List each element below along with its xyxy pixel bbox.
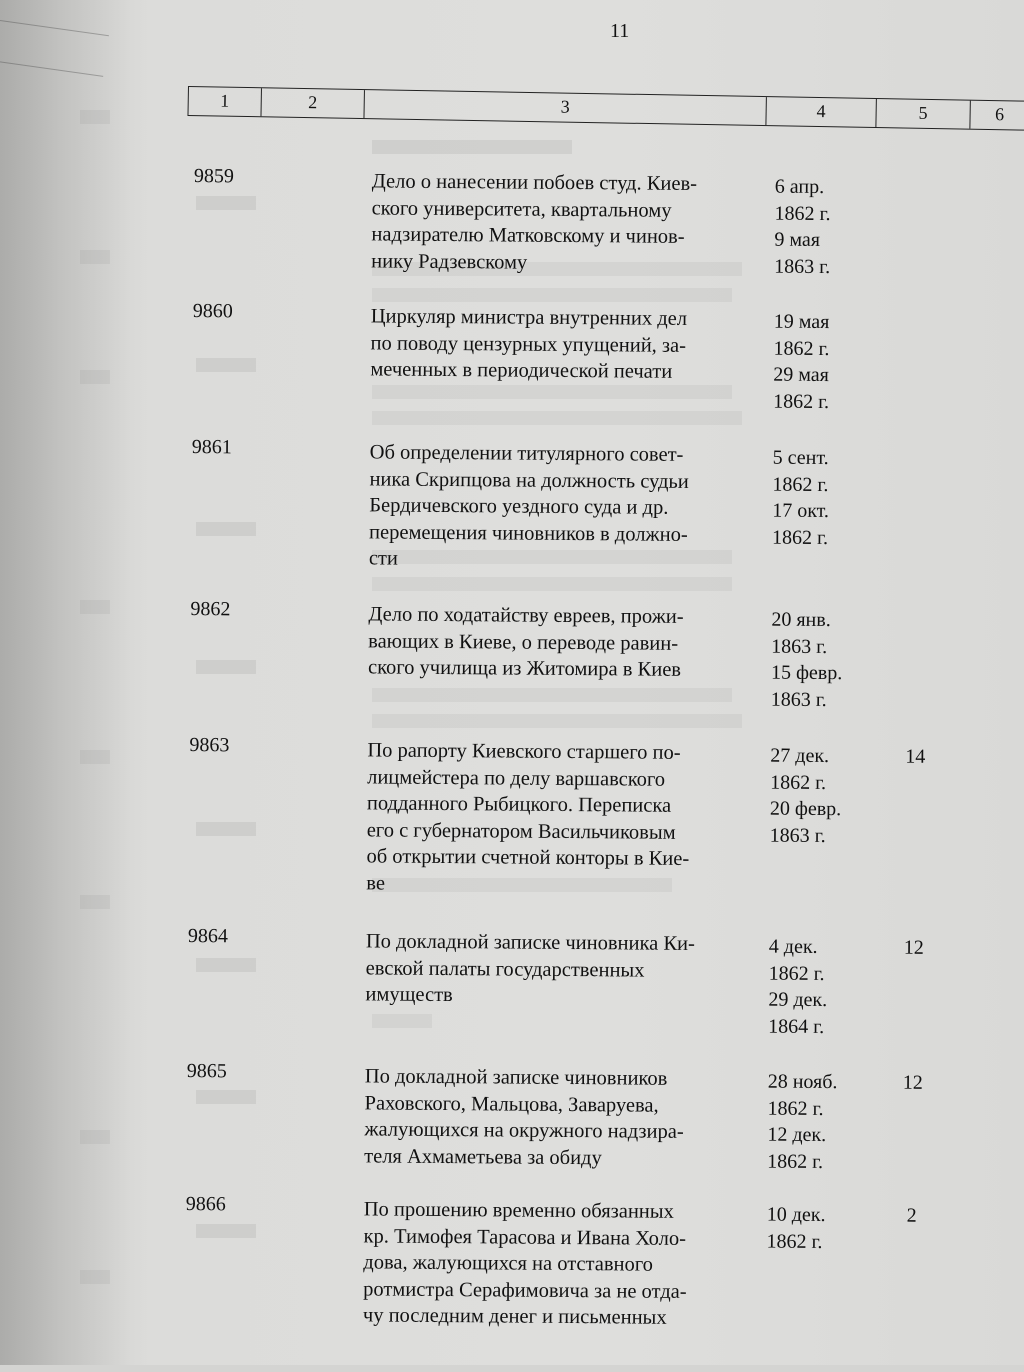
description-line: По прошению временно обязанных: [364, 1196, 744, 1225]
description-line: по поводу цензурных упущений, за-: [370, 330, 750, 359]
description-line: лицмейстера по делу варшавского: [367, 764, 747, 793]
description-line: По докладной записке чиновников: [365, 1063, 745, 1092]
record-dates: [768, 934, 869, 1041]
date-line: 1862 г.: [772, 524, 872, 551]
date-line: 29 дек.: [768, 987, 868, 1014]
description-line: имуществ: [365, 981, 745, 1010]
description-line: евской палаты государственных: [366, 955, 746, 984]
date-line: 1863 г.: [770, 822, 870, 849]
date-line: 5 сент.: [773, 445, 873, 472]
date-line: 1862 г.: [767, 1148, 867, 1175]
record-9861: [0, 434, 1022, 442]
date-line: 1862 г.: [774, 200, 874, 227]
date-line: 4 дек.: [769, 934, 869, 961]
date-line: 1863 г.: [771, 633, 871, 660]
record-pages: 2: [892, 1203, 932, 1230]
date-line: 1862 г.: [769, 960, 869, 987]
date-line: 19 мая: [774, 309, 874, 336]
date-line: 20 янв.: [771, 607, 871, 634]
date-line: 20 февр.: [770, 796, 870, 823]
record-number: 9860: [193, 300, 233, 323]
record-pages: 14: [895, 744, 935, 771]
record-dates: [773, 309, 874, 416]
description-line: жалующихся на окружного надзира-: [364, 1116, 744, 1145]
record-9866: [0, 1191, 1016, 1199]
record-dates: [771, 607, 872, 714]
description-line: надзирателю Матковскому и чинов-: [371, 221, 751, 250]
record-number: 9862: [190, 598, 230, 621]
record-9862: [0, 596, 1021, 604]
description-line: По рапорту Киевского старшего по-: [367, 737, 747, 766]
description-line: ника Скрипцова на должность судьи: [369, 466, 749, 495]
record-dates: [767, 1069, 868, 1176]
description-line: Раховского, Мальцова, Заваруева,: [364, 1090, 744, 1119]
record-9860: [0, 299, 1023, 307]
record-9863: [0, 732, 1019, 740]
record-pages: 12: [893, 1070, 933, 1097]
record-description: [364, 1063, 745, 1172]
column-header-1: 1: [188, 87, 261, 116]
description-line: чу последним денег и письменных: [363, 1302, 743, 1331]
date-line: 1862 г.: [773, 388, 873, 415]
date-line: 6 апр.: [775, 174, 875, 201]
record-dates: [770, 743, 871, 850]
date-line: 1862 г.: [772, 471, 872, 498]
date-line: 1862 г.: [766, 1228, 866, 1255]
date-line: 1862 г.: [770, 769, 870, 796]
column-header-2: 2: [261, 88, 364, 118]
description-line: перемещения чиновников в должно-: [369, 519, 749, 548]
record-9865: [0, 1058, 1017, 1066]
record-dates: [766, 1202, 866, 1256]
column-header-4: 4: [766, 97, 876, 127]
column-header-3: 3: [364, 90, 766, 125]
date-line: 1862 г.: [767, 1095, 867, 1122]
description-line: вающих в Киеве, о переводе равин-: [368, 628, 748, 657]
description-line: нику Радзевскому: [371, 248, 751, 277]
record-description: [368, 601, 749, 683]
date-line: 1862 г.: [773, 335, 873, 362]
record-description: [371, 168, 752, 277]
date-line: 15 февр.: [771, 660, 871, 687]
page-number: 11: [610, 20, 629, 43]
record-9859: [0, 164, 1024, 172]
date-line: 1864 г.: [768, 1013, 868, 1040]
record-dates: [772, 445, 873, 552]
date-line: 10 дек.: [767, 1202, 867, 1229]
date-line: 12 дек.: [767, 1122, 867, 1149]
date-line: 9 мая: [774, 227, 874, 254]
description-line: Дело по ходатайству евреев, прожи-: [368, 601, 748, 630]
description-line: ского училища из Житомира в Киев: [368, 654, 748, 683]
record-description: [365, 928, 746, 1010]
record-9864: [0, 923, 1018, 931]
description-line: сти: [369, 545, 749, 574]
description-line: кр. Тимофея Тарасова и Ивана Холо-: [363, 1223, 743, 1252]
date-line: 27 дек.: [770, 743, 870, 770]
record-number: 9864: [188, 925, 228, 948]
column-header-6: 6: [970, 101, 1024, 130]
record-description: [369, 439, 750, 574]
date-line: 1863 г.: [771, 686, 871, 713]
description-line: По докладной записке чиновника Ки-: [366, 928, 746, 957]
description-line: об открытии счетной конторы в Кие-: [366, 843, 746, 872]
record-number: 9859: [194, 165, 234, 188]
column-header-5: 5: [876, 99, 970, 129]
record-number: 9861: [192, 436, 232, 459]
record-description: [370, 303, 751, 385]
description-line: Дело о нанесении побоев студ. Киев-: [372, 168, 752, 197]
description-line: ротмистра Серафимовича за не отда-: [363, 1276, 743, 1305]
description-line: Об определении титулярного совет-: [370, 439, 750, 468]
record-description: [366, 737, 747, 899]
date-line: 29 мая: [773, 362, 873, 389]
record-number: 9866: [186, 1193, 226, 1216]
description-line: его с губернатором Васильчиковым: [367, 817, 747, 846]
record-number: 9863: [189, 734, 229, 757]
description-line: подданного Рыбицкого. Переписка: [367, 790, 747, 819]
date-line: 17 окт.: [772, 498, 872, 525]
record-pages: 12: [894, 935, 934, 962]
date-line: 1863 г.: [774, 253, 874, 280]
description-line: меченных в периодической печати: [370, 356, 750, 385]
description-line: дова, жалующихся на отставного: [363, 1249, 743, 1278]
description-line: Бердичевского уездного суда и др.: [369, 492, 749, 521]
description-line: Циркуляр министра внутренних дел: [371, 303, 751, 332]
date-line: 28 нояб.: [768, 1069, 868, 1096]
description-line: теля Ахмаметьева за обиду: [364, 1143, 744, 1172]
description-line: ве: [366, 870, 746, 899]
description-line: ского университета, квартальному: [372, 195, 752, 224]
record-description: [363, 1196, 744, 1331]
record-number: 9865: [187, 1060, 227, 1083]
record-dates: [774, 174, 875, 281]
